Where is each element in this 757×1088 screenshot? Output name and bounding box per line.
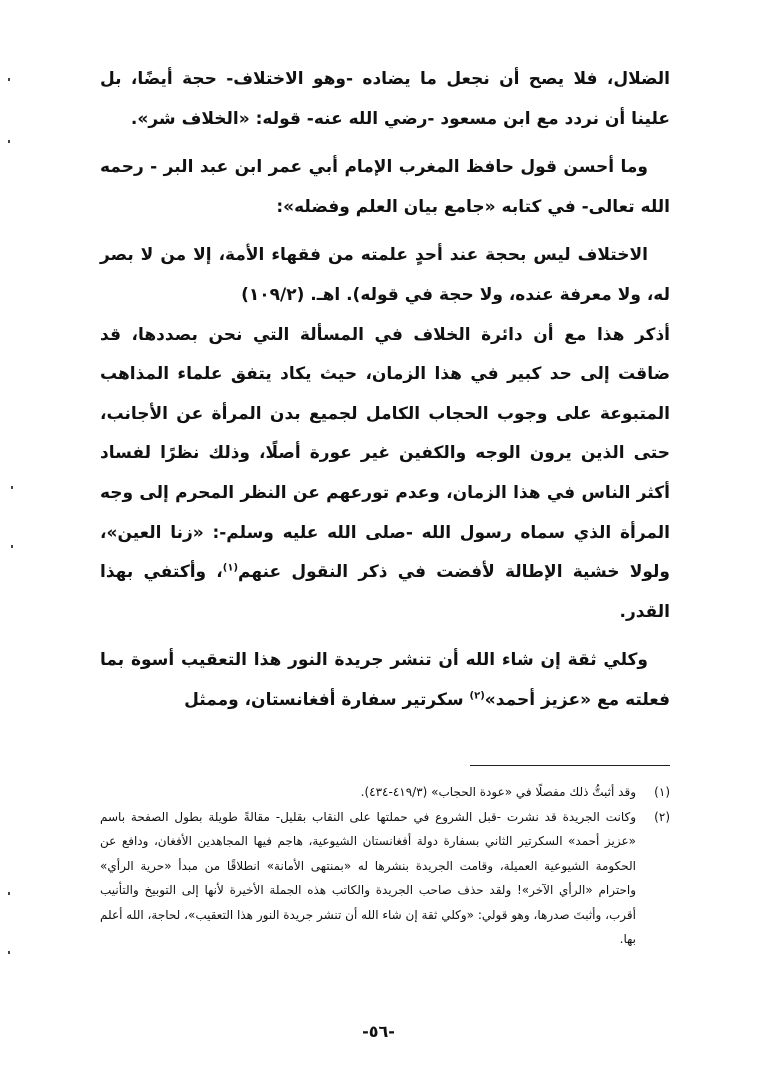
footnote [100, 805, 670, 952]
paragraph-text: ، وأكتفي بهذا القدر. [100, 562, 670, 622]
paragraph [100, 641, 670, 720]
page-number: -٥٦- [362, 1022, 395, 1041]
scan-speck [8, 140, 10, 143]
footnote-text: وقد أثبتُّ ذلك مفصلًا في «عودة الحجاب» (٤١٩/٣-٤٣٤). [360, 785, 636, 799]
paragraph-text: أذكر هذا مع أن دائرة الخلاف في المسألة التي نحن بصددها، قد ضاقت إلى حد كبير في هذا الزمان، حيث يكاد يتفق علماء المذاهب المتبوعة على وجوب الحجاب الكامل لجميع بدن المرأة عن الأجانب، حتى الذين يرون الوجه والكفين غير عورة أصلًا، وذلك نظرًا لفساد أكثر الناس في هذا الزمان، وعدم تورعهم عن النظر المحرم إلى وجه المرأة الذي سماه رسول الله -صلى الله عليه وسلم-: «زنا العين»، ولولا خشية الإطالة لأفضت في ذكر النقول عنهم [100, 324, 670, 583]
scan-speck [8, 78, 10, 81]
footnote-reference: (١) [222, 562, 239, 574]
footnotes [100, 780, 670, 952]
scan-speck [8, 951, 10, 954]
footnote-number: (٢) [654, 809, 670, 824]
footnote-text: وكانت الجريدة قد نشرت -قبل الشروع في حملتها على النقاب بقليل- مقالةً طويلة بطول الصفحة باسم «عزيز أحمد» السكرتير الثاني بسفارة دولة أفغانستان الشيوعية، هاجم فيها المجاهدين الأفغان، ودافع عن الحكومة الشيوعية العميلة، وقامت الجريدة بنشرها له «بمنتهى الأمانة» انطلاقًا من مبدأ «حرية الرأي» واحترام «الرأي الآخر»! ولقد حذف صاحب الجريدة والكاتب هذه الجملة الأخيرة لأنها إلى التوبيخ والتأنيب أقرب، وأثبتَ صدرها، وهو قولي: «وكلي ثقة إن شاء الله أن تنشر جريدة النور هذا التعقيب»، لحاجة، الله أعلم بها. [100, 809, 636, 946]
scan-speck [8, 892, 10, 895]
paragraph: وما أحسن قول حافظ المغرب الإمام أبي عمر ابن عبد البر - رحمه الله تعالى- في كتابه «جامع بيان العلم وفضله»: [100, 157, 670, 217]
scan-speck [11, 545, 13, 548]
footnote-separator [470, 765, 670, 766]
scan-speck [11, 486, 13, 489]
quoted-paragraph: الاختلاف ليس بحجة عند أحدٍ علمته من فقهاء الأمة، إلا من لا بصر له، ولا معرفة عنده، ولا حجة في قوله). اهـ. (١٠٩/٢) [100, 245, 670, 305]
paragraph-text: سكرتير سفارة أفغانستان، وممثل [184, 689, 470, 710]
footnote [100, 780, 670, 805]
main-text [100, 60, 670, 721]
footnote-reference: (٢) [469, 690, 485, 702]
paragraph [100, 316, 670, 633]
footnote-number: (١) [654, 785, 670, 799]
paragraph: الضلال، فلا يصح أن نجعل ما يضاده -وهو الاختلاف- حجة أيضًا، بل علينا أن نردد مع ابن مسعود -رضي الله عنه- قوله: «الخلاف شر». [100, 69, 670, 129]
paragraph-text: وكلي ثقة إن شاء الله أن تنشر جريدة النور هذا التعقيب أسوة بما فعلته مع «عزيز أحمد» [100, 650, 670, 710]
